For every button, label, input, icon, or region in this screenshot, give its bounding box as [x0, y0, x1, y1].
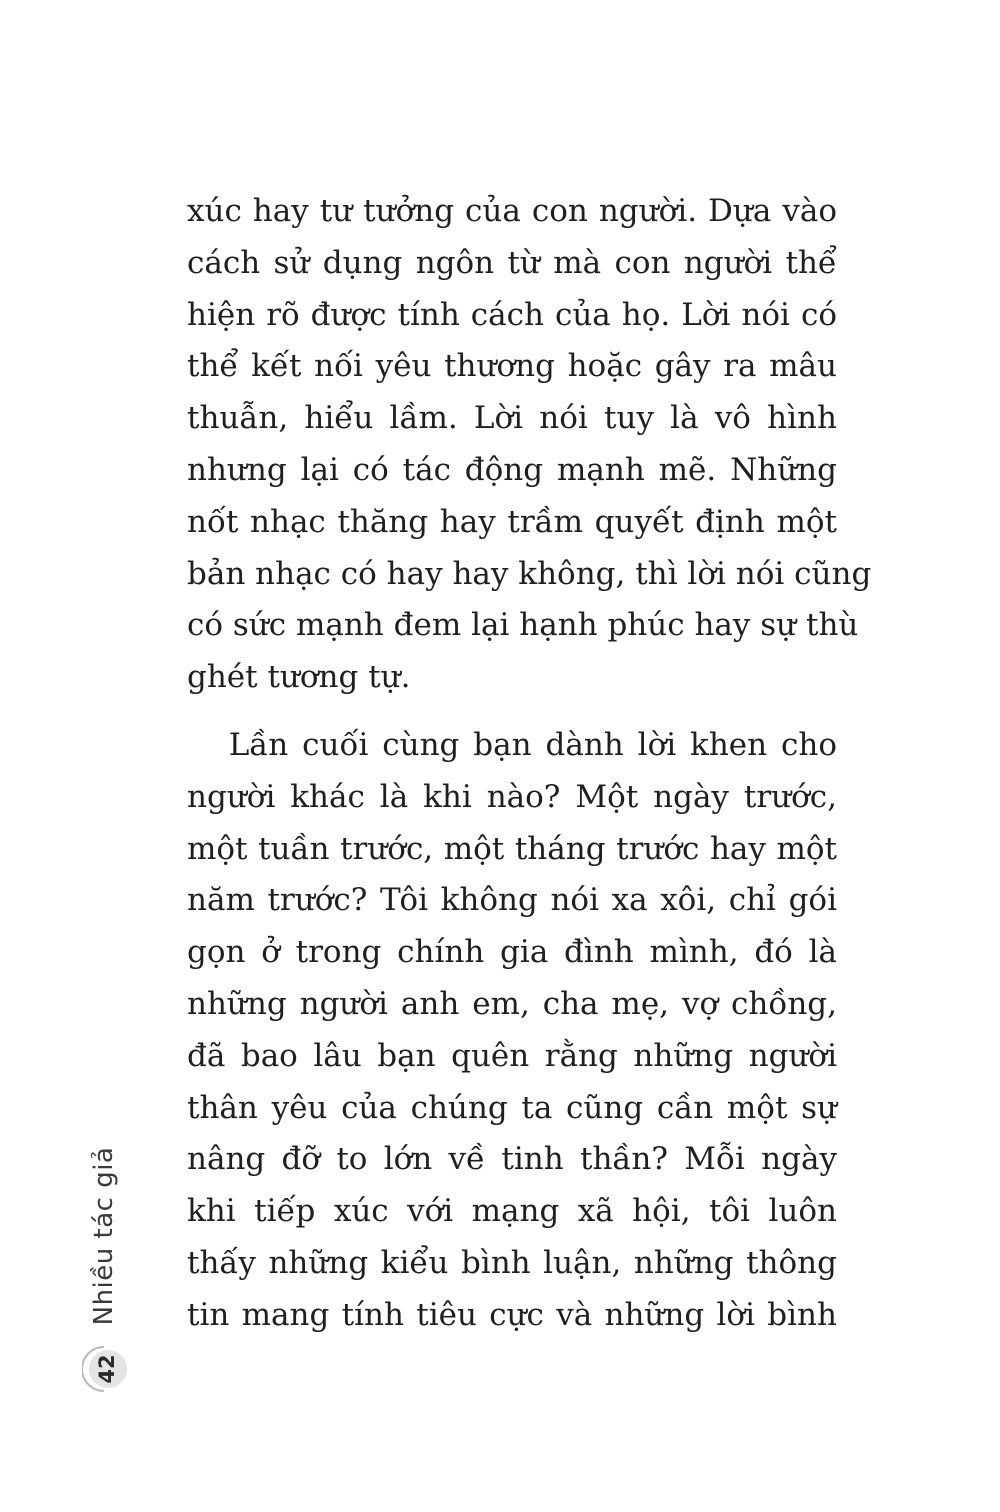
text-line: nâng đỡ to lớn về tinh thần? Mỗi ngày [187, 1141, 837, 1178]
text-line: có sức mạnh đem lại hạnh phúc hay sự thù [187, 607, 859, 644]
text-line: nhưng lại có tác động mạnh mẽ. Những [187, 451, 837, 488]
page-number: 42 [95, 1354, 119, 1384]
text-line: những người anh em, cha mẹ, vợ chồng, [187, 985, 837, 1022]
page-number-badge [82, 1344, 132, 1394]
text-line: ghét tương tự. [187, 659, 411, 696]
text-line: năm trước? Tôi không nói xa xôi, chỉ gói [187, 882, 837, 919]
text-line: nốt nhạc thăng hay trầm quyết định một [187, 503, 837, 540]
text-line: người khác là khi nào? Một ngày trước, [187, 778, 837, 815]
text-line: khi tiếp xúc với mạng xã hội, tôi luôn [187, 1193, 837, 1230]
running-head-author: Nhiều tác giả [89, 1146, 119, 1326]
text-line: bản nhạc có hay hay không, thì lời nói cũng [187, 555, 872, 592]
text-line: hiện rõ được tính cách của họ. Lời nói có [187, 296, 837, 333]
text-line: xúc hay tư tưởng của con người. Dựa vào [187, 193, 837, 229]
text-line: thuẫn, hiểu lầm. Lời nói tuy là vô hình [187, 400, 837, 437]
paragraph-gap [187, 704, 837, 720]
text-line: một tuần trước, một tháng trước hay một [187, 830, 837, 867]
text-line: thấy những kiểu bình luận, những thông [187, 1244, 837, 1281]
text-line: gọn ở trong chính gia đình mình, đó là [187, 934, 837, 971]
text-line: cách sử dụng ngôn từ mà con người thể [187, 244, 837, 281]
body-text [187, 186, 872, 1342]
text-line: thể kết nối yêu thương hoặc gây ra mâu [187, 348, 837, 385]
text-line: Lần cuối cùng bạn dành lời khen cho [187, 726, 837, 763]
text-line: thân yêu của chúng ta cũng cần một sự [187, 1089, 837, 1126]
text-line: tin mang tính tiêu cực và những lời bình [187, 1296, 837, 1333]
text-line: đã bao lâu bạn quên rằng những người [187, 1037, 837, 1074]
